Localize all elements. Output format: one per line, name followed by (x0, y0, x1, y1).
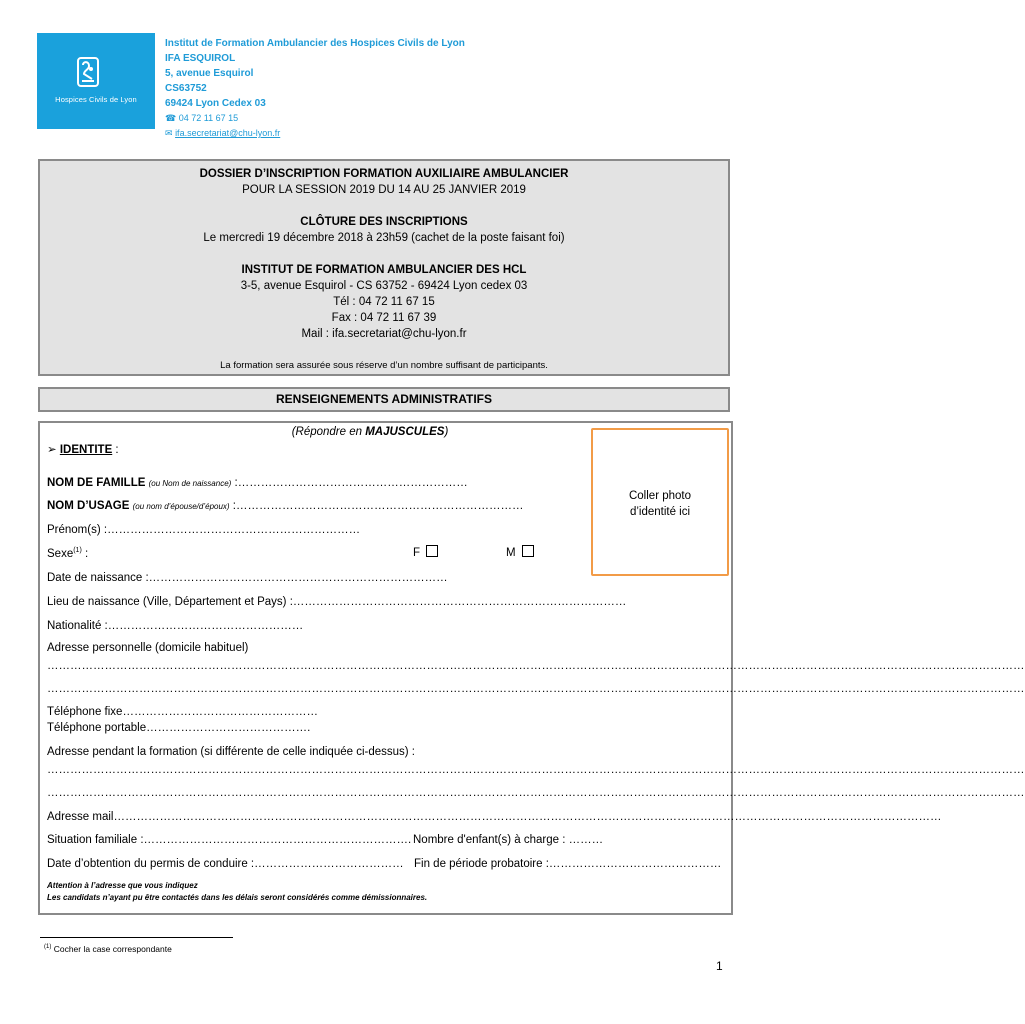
sexe-f-label: F (413, 547, 421, 559)
banner-closing-title: CLÔTURE DES INSCRIPTIONS (300, 216, 468, 228)
header-phone (165, 111, 465, 126)
nom-famille-field[interactable] (47, 477, 468, 489)
email-icon: ✉ (165, 128, 173, 138)
hcl-logo-mark-icon (77, 57, 99, 87)
photo-placeholder[interactable] (591, 428, 729, 576)
nom-usage-hint: (ou nom d’épouse/d’époux) (132, 502, 230, 511)
sexe-footnote-ref: (1) (73, 547, 82, 554)
adresse-formation-line-1[interactable]: ………………………………………………………………………………………………………………………………………………………………………………………………………………………………… (47, 764, 1025, 776)
nom-usage-input[interactable]: :………………………………………………………………… (229, 500, 524, 512)
tel-fixe-field[interactable]: Téléphone fixe…………………………………………… (47, 706, 318, 718)
hcl-logo (37, 33, 155, 129)
header-line-2: IFA ESQUIROL (165, 53, 236, 64)
header-line-5: 69424 Lyon Cedex 03 (165, 98, 266, 109)
page-number: 1 (716, 959, 723, 973)
header-line-3: 5, avenue Esquirol (165, 68, 254, 79)
banner-fax: Fax : 04 72 11 67 39 (331, 312, 437, 324)
sexe-field (47, 547, 88, 560)
prenom-field[interactable]: Prénom(s) :………………………………………………………… (47, 524, 361, 536)
sexe-colon: : (81, 547, 89, 560)
tel-portable-field[interactable]: Téléphone portable……………………………………. (47, 722, 311, 734)
nom-famille-label: NOM DE FAMILLE (47, 477, 146, 489)
instruction-prefix: (Répondre en (291, 426, 366, 438)
header-line-1: Institut de Formation Ambulancier des Hospices Civils de Lyon (165, 38, 465, 49)
photo-text-2: d’identité ici (629, 506, 691, 518)
photo-text-1: Coller photo (628, 490, 691, 502)
banner-tel: Tél : 04 72 11 67 15 (333, 296, 435, 308)
header-email[interactable] (165, 126, 465, 141)
identity-colon: : (112, 444, 119, 456)
sexe-f-checkbox[interactable] (426, 545, 438, 557)
banner-title: DOSSIER D’INSCRIPTION FORMATION AUXILIAIRE AMBULANCIER (199, 168, 569, 180)
nom-famille-input[interactable]: :…………………………………………………… (231, 477, 468, 489)
nom-usage-label: NOM D’USAGE (47, 500, 130, 512)
permis-field[interactable]: Date d’obtention du permis de conduire :………………………………… (47, 858, 404, 870)
sexe-f-option[interactable] (413, 545, 438, 559)
nationalite-field[interactable]: Nationalité :…………………………………………… (47, 620, 304, 632)
banner-address: 3-5, avenue Esquirol - CS 63752 - 69424 Lyon cedex 03 (240, 280, 528, 292)
adresse-formation-label: Adresse pendant la formation (si différente de celle indiquée ci-dessus) : (47, 746, 415, 758)
institute-header (165, 36, 465, 141)
phone-icon: ☎ (165, 113, 177, 123)
header-phone-number: 04 72 11 67 15 (178, 113, 239, 123)
instruction-bold: MAJUSCULES (365, 426, 445, 438)
banner-institute: INSTITUT DE FORMATION AMBULANCIER DES HCL (241, 264, 527, 276)
adresse-formation-line-2[interactable]: ………………………………………………………………………………………………………………………………………………………………………………………………………………………………… (47, 787, 1025, 799)
adresse-perso-line-2[interactable]: ………………………………………………………………………………………………………………………………………………………………………………………………………………………………… (47, 683, 1025, 695)
registration-banner (38, 159, 730, 376)
sexe-m-label: M (506, 547, 516, 559)
enfants-field[interactable]: Nombre d'enfant(s) à charge : ……… (413, 834, 604, 846)
header-line-4: CS63752 (165, 83, 207, 94)
instruction (0, 426, 600, 438)
adresse-perso-line-1[interactable]: ………………………………………………………………………………………………………………………………………………………………………………………………………………………………… (47, 660, 1025, 672)
attention-line-2: Les candidats n’ayant pu être contactés dans les délais seront considérés comme démissionnaires. (47, 893, 428, 902)
attention-line-1: Attention à l’adresse que vous indiquez (47, 881, 198, 890)
identity-heading (47, 442, 119, 456)
sexe-label: Sexe (47, 547, 74, 560)
logo-org-name: Hospices Civils de Lyon (55, 95, 137, 104)
nom-usage-field[interactable] (47, 500, 523, 512)
instruction-suffix: ) (444, 426, 449, 438)
banner-closing-date: Le mercredi 19 décembre 2018 à 23h59 (cachet de la poste faisant foi) (203, 232, 565, 244)
sexe-m-option[interactable] (506, 545, 534, 559)
banner-session: POUR LA SESSION 2019 DU 14 AU 25 JANVIER 2019 (242, 184, 526, 196)
lieu-naissance-field[interactable]: Lieu de naissance (Ville, Département et Pays) :…………………………………………………………………………… (47, 596, 627, 608)
situation-field[interactable]: Situation familiale :……………………………………………………………. (47, 834, 412, 846)
footnote (44, 944, 172, 954)
nom-famille-hint: (ou Nom de naissance) (148, 479, 232, 488)
adresse-perso-label: Adresse personnelle (domicile habituel) (47, 642, 249, 654)
footnote-text: Cocher la case correspondante (53, 944, 172, 954)
probatoire-field[interactable]: Fin de période probatoire :……………………………………… (414, 858, 722, 870)
banner-mail: Mail : ifa.secretariat@chu-lyon.fr (301, 328, 467, 340)
date-naissance-field[interactable]: Date de naissance :…………………………………………………………………… (47, 572, 448, 584)
header-email-link[interactable]: ifa.secretariat@chu-lyon.fr (175, 128, 281, 138)
banner-note: La formation sera assurée sous réserve d’un nombre suffisant de participants. (220, 360, 548, 371)
footnote-divider (40, 937, 233, 938)
footnote-marker: (1) (44, 944, 52, 951)
sexe-m-checkbox[interactable] (522, 545, 534, 557)
identity-bullet-icon: ➢ (47, 444, 57, 456)
section-title: RENSEIGNEMENTS ADMINISTRATIFS (38, 387, 730, 412)
identity-label: IDENTITE (59, 444, 113, 456)
adresse-mail-field[interactable]: Adresse mail……………………………………………………………………………………………………………………………………………………………………………………………… (47, 811, 942, 823)
